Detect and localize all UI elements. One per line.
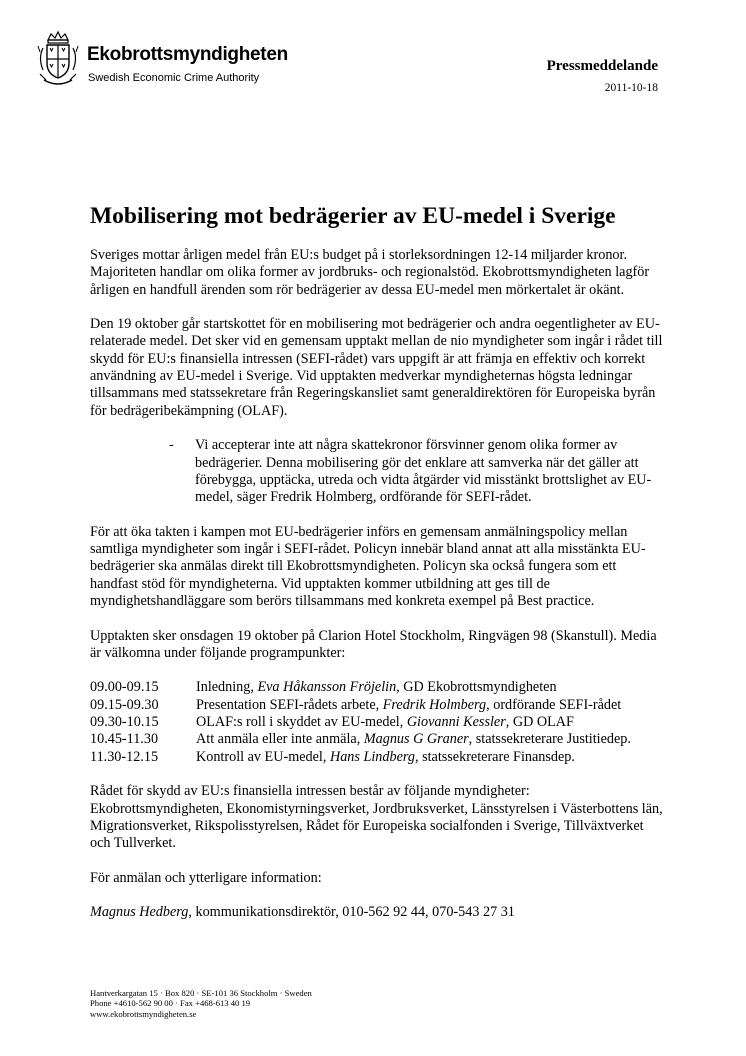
contact-details: , kommunikationsdirektör, 010-562 92 44, 070-543 27 31 [188, 904, 515, 921]
headline: Mobilisering mot bedrägerier av EU-medel i Sverige [90, 203, 616, 229]
schedule-item: Presentation SEFI-rådets arbete, Fredrik Holmberg, ordförande SEFI-rådet [196, 696, 622, 713]
paragraph-members: Rådet för skydd av EU:s finansiella intressen består av följande myndigheter: Ekobrottsmyndigheten, Ekonomistyrningsverket, Jordbruksverket, Länsstyrelsen i Västerbottens län, Migrationsverket, Rikspolisstyrelsen, Rådet för Europeiska socialfonden i Sverige, Tillväxtverket och Tullverket. [90, 783, 663, 852]
paragraph-policy: För att öka takten i kampen mot EU-bedrägerier införs en gemensam anmälningspolicy mellan samtliga myndigheter som ingår i SEFI-rådet. Policyn innebär bland annat att alla misstänkta EU-bedrägerier ska anmälas direkt till Ekobrottsmyndigheten. Policyn ska också fungera som ett handfast stöd för myndigheterna. Vid upptakten kommer utbildning att ges till de myndighetshandläggare som berörs tillsammans med konkreta exempel på Best practice. [90, 523, 646, 609]
speaker-name: Eva Håkansson Fröjelin [257, 679, 397, 696]
footer-address: Hantverkargatan 15 · Box 820 · SE-101 36 Stockholm · Sweden [90, 988, 312, 998]
schedule-item: Kontroll av EU-medel, Hans Lindberg, statssekreterare Finansdep. [196, 748, 575, 765]
speaker-name: Giovanni Kessler [406, 714, 506, 731]
schedule-item: Att anmäla eller inte anmäla, Magnus G Graner, statssekreterare Justitiedep. [196, 731, 631, 748]
footer [90, 988, 312, 1019]
quote-dash: - [169, 437, 174, 454]
organization-subtitle: Swedish Economic Crime Authority [88, 72, 260, 84]
program-schedule [90, 679, 664, 765]
organization-name: Ekobrottsmyndigheten [87, 44, 288, 65]
schedule-time: 10.45-11.30 [90, 731, 159, 748]
schedule-row [90, 714, 664, 731]
schedule-time: 09.00-09.15 [90, 679, 159, 696]
schedule-row [90, 731, 664, 748]
schedule-item: OLAF:s roll i skyddet av EU-medel, Giovanni Kessler, GD OLAF [196, 714, 574, 731]
footer-phone: Phone +4610-562 90 00 · Fax +468-613 40 19 [90, 998, 251, 1009]
paragraph-contact-intro: För anmälan och ytterligare information: [90, 869, 322, 886]
contact-line [90, 904, 664, 921]
paragraph-event: Upptakten sker onsdagen 19 oktober på Clarion Hotel Stockholm, Ringvägen 98 (Skanstull). Media är välkomna under följande programpunkter: [90, 627, 657, 661]
schedule-row [90, 679, 664, 696]
speaker-name: Hans Lindberg [329, 748, 415, 765]
footer-website: www.ekobrottsmyndigheten.se [90, 1008, 197, 1019]
paragraph-intro: Sveriges mottar årligen medel från EU:s budget på i storleksordningen 12-14 miljarder kronor. Majoriteten handlar om olika former av jordbruks- och regionalstöd. Ekobrottsmyndigheten lagför årligen en handfull ärenden som rör bedrägerier av dessa EU-medel men mörkertalet är okänt. [90, 247, 650, 298]
schedule-row [90, 749, 664, 766]
speaker-name: Magnus G Graner [363, 731, 469, 748]
paragraph-mobilization: Den 19 oktober går startskottet för en mobilisering mot bedrägerier och andra oegentligheter av EU-relaterade medel. Det sker vid en gemensam upptakt mellan de nio myndigheter som ingår i rådet till skydd för EU:s finansiella intressen (SEFI-rådet) vars uppgift är att främja en effektiv och korrekt användning av EU-medel i Sverige. Vid upptakten medverkar myndigheternas högsta ledningar tillsammans med statssekretare från Regeringskansliet samt generaldirektören för Europeiska byrån för bedrägeribekämpning (OLAF). [90, 316, 663, 419]
schedule-item: Inledning, Eva Håkansson Fröjelin, GD Ekobrottsmyndigheten [196, 679, 557, 696]
document-type: Pressmeddelande [546, 58, 658, 74]
speaker-name: Fredrik Holmberg [382, 696, 487, 713]
press-release-body [90, 247, 664, 939]
quote-block [169, 437, 664, 506]
coat-of-arms-icon [34, 30, 82, 88]
schedule-time: 09.15-09.30 [90, 696, 159, 713]
document-date: 2011-10-18 [604, 82, 658, 94]
schedule-time: 11.30-12.15 [90, 748, 159, 765]
organization-logo [34, 30, 288, 92]
contact-name: Magnus Hedberg [90, 904, 189, 921]
schedule-time: 09.30-10.15 [90, 714, 159, 731]
schedule-row [90, 697, 664, 714]
quote-text: Vi accepterar inte att några skattekronor försvinner genom olika former av bedrägerier. Denna mobilisering gör det enklare att samverka när det gäller att förebygga, upptäcka, utreda och vidta åtgärder vid misstänkt brottslighet av EU-medel, säger Fredrik Holmberg, ordförande för SEFI-rådet. [195, 437, 652, 506]
